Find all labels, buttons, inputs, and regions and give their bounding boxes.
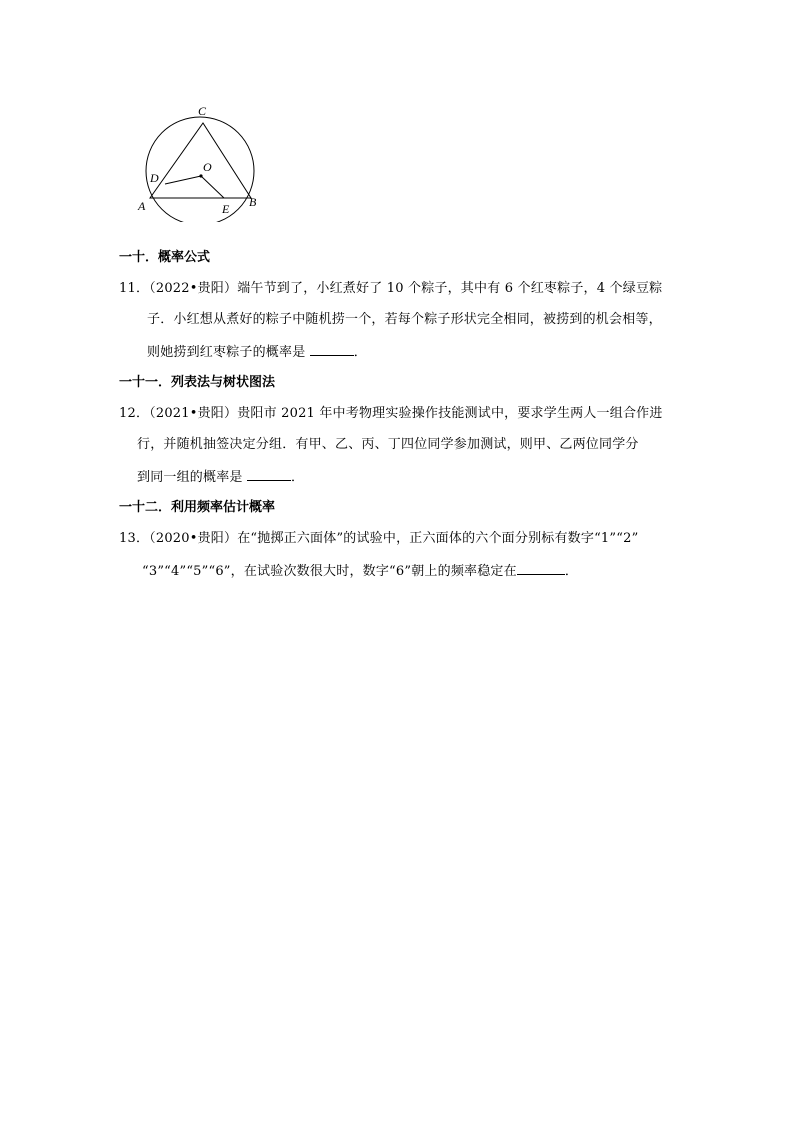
question-11-tail: ．	[353, 345, 367, 360]
question-13-line-1: 13．（2020•贵阳）在“抛掷正六面体”的试验中，正六面体的六个面分别标有数字“1”“2”	[119, 531, 639, 546]
question-13-text: “3”“4”“5”“6”，在试验次数很大时，数字“6”朝上的频率稳定在	[142, 564, 517, 579]
section-title: 一十．概率公式	[119, 250, 211, 265]
question-13-tail: ．	[564, 564, 579, 579]
question-11-line-1: 11．（2022•贵阳）端午节到了，小红煮好了 10 个粽子，其中有 6 个红枣粽子，4 个绿豆粽	[119, 281, 663, 296]
label-e: E	[222, 202, 230, 216]
question-12-line-1: 12．（2021•贵阳）贵阳市 2021 年中考物理实验操作技能测试中，要求学生两人一组合作进	[119, 406, 663, 421]
segment-oe	[201, 176, 224, 198]
question-11-line-3	[147, 343, 367, 361]
center-point-o	[199, 174, 202, 177]
label-d: D	[150, 171, 159, 185]
label-b: B	[249, 195, 257, 209]
question-12-text: 到同一组的概率是	[137, 470, 247, 485]
section-title: 一十二．利用频率估计概率	[119, 500, 276, 515]
label-o: O	[203, 160, 212, 174]
answer-blank[interactable]	[247, 468, 291, 481]
question-12-line-3	[137, 468, 304, 486]
section-title: 一十一．列表法与树状图法	[119, 375, 276, 390]
circle-triangle-diagram	[133, 100, 269, 222]
question-12-line-2: 行，并随机抽签决定分组．有甲、乙、丙、丁四位同学参加测试，则甲、乙两位同学分	[137, 437, 639, 452]
circle-o	[146, 117, 254, 222]
question-11-line-2: 子．小红想从煮好的粽子中随机捞一个，若每个粽子形状完全相同，被捞到的机会相等，	[147, 312, 662, 327]
segment-do	[165, 176, 201, 184]
triangle-abc	[150, 123, 251, 198]
answer-blank[interactable]	[517, 562, 565, 575]
question-13-line-2	[142, 562, 578, 580]
label-c: C	[198, 104, 207, 118]
answer-blank[interactable]	[310, 343, 354, 356]
geometry-figure	[133, 100, 269, 222]
question-11-text: 则她捞到红枣粽子的概率是	[147, 345, 310, 360]
question-12-tail: ．	[290, 470, 305, 485]
label-a: A	[138, 199, 146, 213]
